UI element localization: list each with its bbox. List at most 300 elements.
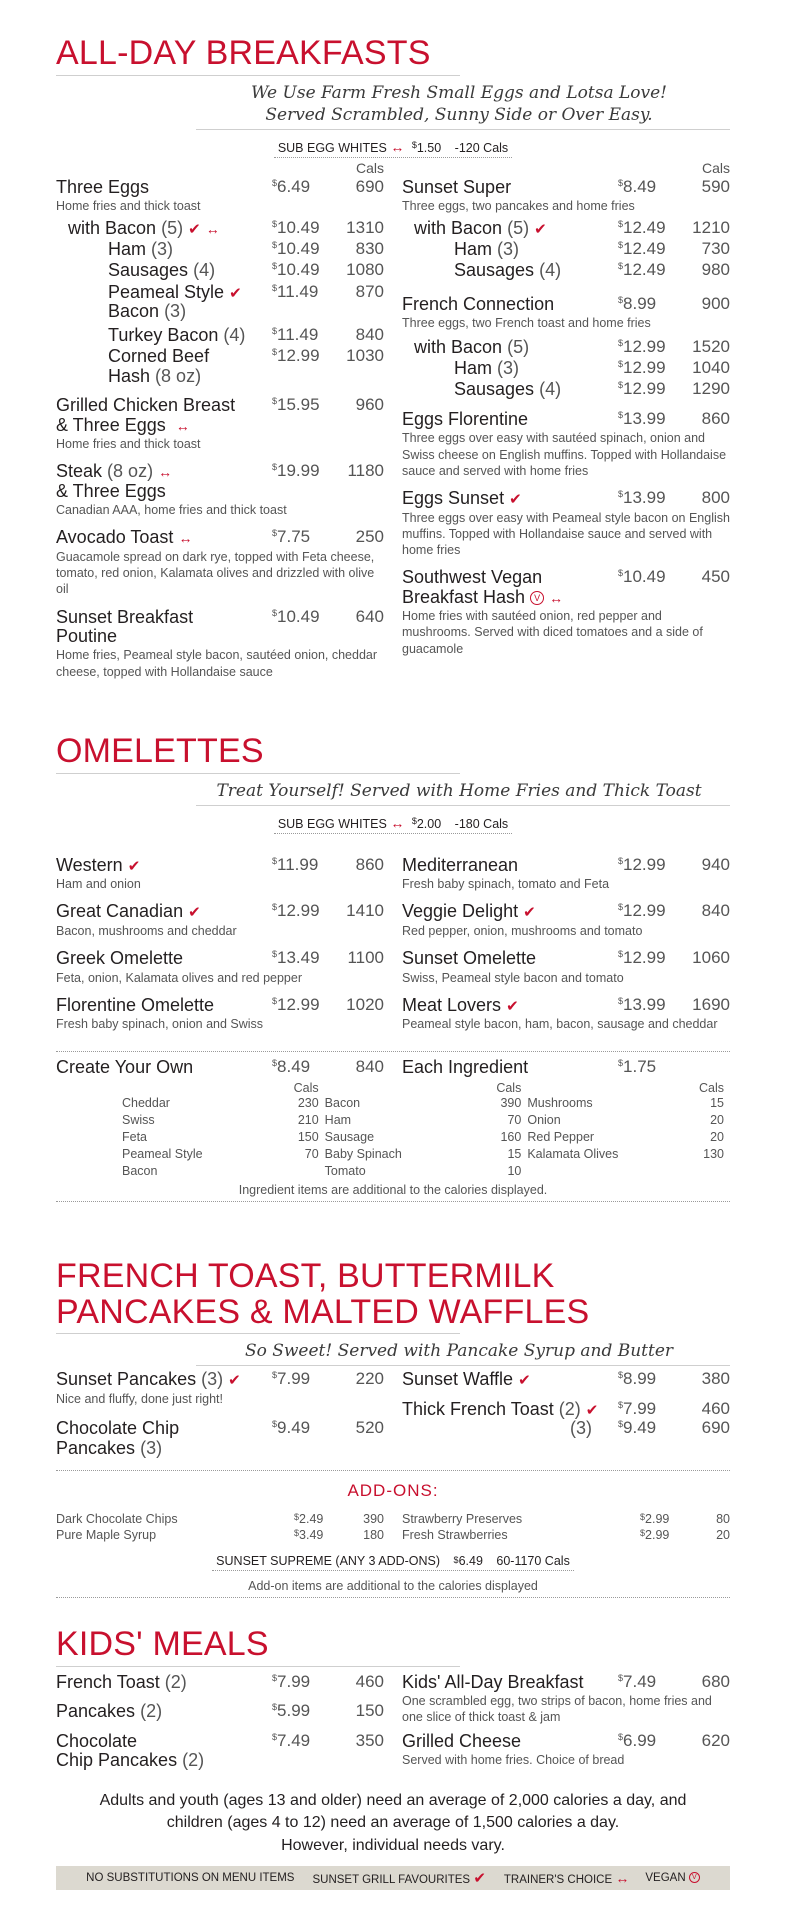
breakfasts-left-column	[56, 160, 384, 686]
item-cal: 860	[355, 854, 384, 874]
tagline-rule	[196, 1365, 730, 1366]
ingredient-cal: 70	[507, 1112, 522, 1127]
ingredient-name: Peameal Style	[122, 1146, 203, 1161]
vegan-v-icon: V	[530, 591, 544, 605]
item-cal: 380	[701, 1369, 730, 1389]
menu-item: Eggs Florentine $13.99 860 Three eggs over easy with sautéed spinach, onion and Swiss cheese on English muffins. Topped with Hollandaise sauce and served with home fries	[402, 408, 730, 478]
item-price: 12.49	[623, 217, 666, 237]
title-rule	[56, 773, 460, 774]
item-cal: 1210	[692, 217, 730, 237]
legend-no-substitutions: NO SUBSTITUTIONS ON MENU ITEMS	[86, 1872, 295, 1884]
list-item	[122, 1095, 325, 1112]
item-name: Peameal Style	[108, 281, 225, 302]
heart-checkmark-icon: ✔	[585, 1401, 599, 1419]
item-cal: 900	[701, 293, 730, 313]
footer-line-2: children (ages 4 to 12) need an average of 1,500 calories a day.	[166, 1814, 620, 1832]
tagline-rule	[196, 129, 730, 130]
item-name: Thick French Toast	[402, 1398, 554, 1419]
addon-name: Dark Chocolate Chips	[56, 1512, 178, 1527]
item-name: Kids' All-Day Breakfast	[402, 1671, 584, 1692]
item-name: Sausages	[108, 260, 189, 281]
item-price: 10.49	[277, 239, 320, 258]
ingredient-cal: 20	[710, 1129, 725, 1144]
addons-right-column	[402, 1511, 730, 1544]
item-cal: 450	[701, 567, 730, 587]
item-cal: 1180	[347, 461, 384, 481]
item-price: 5.99	[277, 1701, 311, 1721]
list-item	[122, 1163, 325, 1180]
item-price: 11.49	[277, 324, 319, 344]
section-title-french-toast-1: FRENCH TOAST, BUTTERMILK	[56, 1257, 555, 1295]
menu-item: Sausages (4) $12.49 980	[454, 260, 730, 281]
list-item	[122, 1112, 325, 1129]
kids-right-column	[402, 1673, 730, 1775]
menu-item: Sunset Pancakes (3) ✔ $7.99 220 Nice and fluffy, done just right!	[56, 1369, 384, 1406]
item-price: 8.99	[623, 1369, 657, 1389]
item-name: French Toast	[56, 1671, 160, 1692]
heart-checkmark-icon: ✔	[518, 1372, 531, 1390]
sub-egg-cal: -120 Cals	[454, 140, 509, 155]
menu-item: Pancakes (2) $5.99 150	[56, 1701, 384, 1722]
item-price: 8.99	[623, 293, 657, 313]
item-cal: 1080	[346, 260, 384, 280]
double-arrow-icon: ↔	[175, 417, 188, 434]
footer-line-1: Adults and youth (ages 13 and older) need an average of 2,000 calories a day, and	[99, 1792, 687, 1809]
item-price: 12.99	[623, 379, 666, 399]
list-item	[527, 1146, 730, 1163]
ingredient-name: Onion	[527, 1112, 561, 1127]
item-qty: (3)	[201, 1369, 224, 1390]
item-cal: 640	[355, 606, 384, 626]
item-price: 12.99	[277, 346, 320, 366]
heart-checkmark-icon: ✔	[473, 1870, 486, 1887]
menu-item: Meat Lovers ✔ $13.99 1690 Peameal style bacon, ham, bacon, sausage and cheddar	[402, 994, 730, 1032]
menu-item: Greek Omelette $13.49 1100 Feta, onion, Kalamata olives and red pepper	[56, 948, 384, 985]
item-qty: (5)	[507, 217, 530, 238]
kids-section	[56, 1627, 730, 1774]
heart-checkmark-icon: ✔	[523, 904, 536, 922]
ingredient-cal: 390	[500, 1095, 522, 1110]
item-cal: 940	[701, 854, 730, 874]
item-cal: 840	[701, 901, 730, 921]
dotted-rule	[56, 1597, 730, 1598]
item-cal: 830	[355, 239, 384, 258]
item-desc: Bacon, mushrooms and cheddar	[56, 923, 237, 938]
ingredient-name: Ham	[324, 1112, 352, 1127]
addon-cal: 20	[716, 1528, 730, 1543]
item-name: Western	[56, 854, 123, 875]
menu-item: Sausages (4) $10.49 1080	[108, 260, 384, 281]
item-desc: Ham and onion	[56, 877, 141, 892]
ingredient-note: Ingredient items are additional to the calories displayed.	[238, 1182, 548, 1197]
double-arrow-icon: ↔	[390, 814, 403, 831]
item-price: 7.75	[277, 527, 311, 547]
list-item	[325, 1146, 528, 1163]
dotted-rule	[56, 1201, 730, 1202]
item-desc: Fresh baby spinach, onion and Swiss	[56, 1017, 264, 1032]
section-title-breakfasts: ALL-DAY BREAKFASTS	[56, 34, 431, 72]
ingredient-cal: 160	[500, 1129, 522, 1144]
item-name: Meat Lovers	[402, 994, 502, 1015]
menu-item: French Connection $8.99 900 Three eggs, two French toast and home fries	[402, 293, 730, 331]
item-price: 7.49	[623, 1671, 657, 1691]
breakfasts-section	[56, 36, 730, 686]
item-price: 7.99	[623, 1398, 657, 1418]
dotted-rule	[56, 1051, 730, 1052]
ingredient-cal: 210	[297, 1112, 319, 1127]
ingredient-cal: 150	[297, 1129, 319, 1144]
item-price: 10.49	[623, 567, 666, 587]
ingredient-cal: 230	[297, 1095, 319, 1110]
menu-item: Steak (8 oz) ↔ & Three Eggs $19.99 1180 Canadian AAA, home fries and thick toast	[56, 461, 384, 518]
addon-note: Add-on items are additional to the calories displayed	[248, 1578, 538, 1593]
addon-name: Pure Maple Syrup	[56, 1528, 157, 1543]
menu-item: Sunset Breakfast Poutine $10.49 640 Home fries, Peameal style bacon, sautéed onion, cheddar cheese, topped with Hollandaise sauce	[56, 606, 384, 679]
item-name: Sunset Omelette	[402, 948, 537, 969]
menu-item: Veggie Delight ✔ $12.99 840 Red pepper, onion, mushrooms and tomato	[402, 901, 730, 938]
item-price: 8.49	[277, 1056, 311, 1076]
list-item	[527, 1095, 730, 1112]
item-cal: 870	[355, 281, 384, 301]
item-qty: (8 oz)	[155, 365, 202, 386]
item-desc: Feta, onion, Kalamata olives and red pepper	[56, 970, 302, 985]
menu-item: Chocolate Chip Pancakes (3) $9.49 520	[56, 1418, 384, 1458]
title-rule	[56, 1666, 460, 1667]
item-qty: (8 oz)	[107, 461, 154, 482]
item-cal: 150	[355, 1701, 384, 1721]
supreme-label: SUNSET SUPREME (ANY 3 ADD-ONS)	[216, 1553, 441, 1568]
ingredient-name: Mushrooms	[527, 1095, 593, 1110]
addon-name: Fresh Strawberries	[402, 1528, 508, 1543]
breakfasts-tagline-2: Served Scrambled, Sunny Side or Over Easy.	[265, 104, 653, 125]
item-name: Chocolate Chip	[56, 1418, 180, 1439]
item-cal: 590	[701, 176, 730, 196]
heart-checkmark-icon: ✔	[509, 491, 522, 509]
kids-left-column	[56, 1673, 384, 1775]
item-cal: 800	[701, 488, 730, 508]
menu-item: Sausages (4) $12.99 1290	[454, 379, 730, 400]
list-item	[325, 1129, 528, 1146]
item-name: Sunset Super	[402, 176, 512, 197]
item-name: Create Your Own	[56, 1056, 194, 1077]
item-name: Ham	[454, 358, 493, 378]
item-name: Sausages	[454, 260, 535, 281]
item-cal: 840	[355, 324, 384, 344]
omelettes-left-column	[56, 856, 384, 1039]
item-cal: 1310	[346, 217, 384, 237]
item-qty: (2)	[558, 1398, 581, 1419]
item-name: Greek Omelette	[56, 948, 184, 969]
item-price: 8.49	[623, 176, 657, 196]
addon-price: 2.99	[645, 1528, 670, 1543]
item-name-line-2: Hash	[108, 365, 151, 386]
ingredient-name: Feta	[122, 1129, 148, 1144]
list-item: Pure Maple Syrup $3.49 180	[56, 1528, 384, 1543]
item-name: with Bacon	[414, 336, 503, 357]
item-qty: (3)	[497, 358, 520, 378]
item-cal: 1020	[346, 994, 384, 1014]
item-name: Pancakes	[56, 1701, 136, 1722]
item-name: Sausages	[454, 379, 535, 400]
omelettes-section	[56, 734, 730, 1202]
item-cal: 1030	[346, 346, 384, 366]
calorie-footer	[56, 1790, 730, 1857]
ingredient-name: Sausage	[324, 1129, 375, 1144]
french-toast-left-column	[56, 1370, 384, 1458]
item-price: 9.49	[623, 1418, 657, 1438]
item-name-line-2: Chip Pancakes	[56, 1750, 178, 1770]
list-item	[325, 1163, 528, 1180]
tagline-rule	[196, 805, 730, 806]
item-desc: Guacamole spread on dark rye, topped with Feta cheese, tomato, red onion, Kalamata olives and drizzled with olive oil	[56, 549, 375, 597]
title-rule	[56, 1333, 460, 1334]
item-cal: 1520	[692, 336, 730, 356]
heart-checkmark-icon: ✔	[506, 997, 519, 1015]
item-price: 10.49	[277, 606, 320, 626]
double-arrow-icon: ↔	[158, 464, 171, 481]
item-desc: Served with home fries. Choice of bread	[402, 1753, 625, 1768]
breakfasts-tagline-1: We Use Farm Fresh Small Eggs and Lotsa Love!	[250, 82, 668, 103]
menu-item: Grilled Cheese $6.99 620 Served with home fries. Choice of bread	[402, 1730, 730, 1768]
item-price: 12.99	[623, 901, 666, 921]
item-price: 10.49	[277, 217, 320, 237]
item-cal: 690	[355, 176, 384, 196]
item-qty: (3)	[570, 1418, 592, 1439]
heart-checkmark-icon: ✔	[229, 284, 242, 302]
ingredient-column	[325, 1081, 528, 1180]
item-name: Ham	[108, 239, 147, 259]
item-qty: (2)	[164, 1671, 187, 1692]
item-name: French Connection	[402, 293, 555, 314]
item-price: 13.49	[277, 948, 320, 968]
section-title-french-toast-2: PANCAKES & MALTED WAFFLES	[56, 1292, 590, 1331]
item-name: Avocado Toast	[56, 527, 174, 548]
menu-item: (3) $9.49 690	[570, 1418, 730, 1439]
item-cal: 250	[355, 527, 384, 547]
item-cal: 1690	[692, 994, 730, 1014]
item-name: Mediterranean	[402, 854, 519, 875]
ingredient-name: Bacon	[324, 1095, 361, 1110]
list-item: Strawberry Preserves $2.99 80	[402, 1512, 730, 1527]
item-name: Grilled Chicken Breast	[56, 395, 236, 416]
item-name: with Bacon	[414, 217, 503, 238]
menu-item: Florentine Omelette $12.99 1020 Fresh baby spinach, onion and Swiss	[56, 994, 384, 1032]
item-price: 6.49	[277, 176, 311, 196]
item-price: 12.99	[277, 994, 320, 1014]
menu-item: Western ✔ $11.99 860 Ham and onion	[56, 854, 384, 892]
item-qty: (2)	[140, 1701, 163, 1722]
item-price: 12.99	[277, 901, 320, 921]
item-qty: (2)	[182, 1750, 205, 1770]
cals-header: Cals	[699, 1080, 725, 1095]
item-name: Turkey Bacon	[108, 324, 219, 345]
list-item	[527, 1129, 730, 1146]
menu-item: French Toast (2) $7.99 460	[56, 1671, 384, 1692]
item-price: 12.99	[623, 358, 666, 377]
item-price: 7.49	[277, 1730, 311, 1750]
double-arrow-icon: ↔	[178, 530, 191, 547]
list-item	[122, 1146, 325, 1163]
item-name: Grilled Cheese	[402, 1730, 522, 1751]
item-price: 15.95	[277, 395, 320, 415]
item-cal: 1040	[692, 358, 730, 377]
menu-item: with Bacon (5) $12.99 1520	[414, 336, 730, 357]
ingredient-cal: 20	[710, 1112, 725, 1127]
double-arrow-icon: ↔	[390, 138, 403, 155]
list-item	[122, 1129, 325, 1146]
item-qty: (4)	[539, 379, 562, 400]
ingredient-name: Red Pepper	[527, 1129, 595, 1144]
item-qty: (3)	[497, 239, 520, 259]
ingredient-cal: 70	[304, 1146, 319, 1161]
item-name: Eggs Florentine	[402, 408, 529, 429]
menu-item: Three Eggs $6.49 690 Home fries and thick toast	[56, 176, 384, 214]
item-cal: 1290	[692, 379, 730, 399]
ingredient-name: Tomato	[324, 1163, 366, 1178]
item-qty: (3)	[151, 239, 174, 259]
addon-price: 2.99	[645, 1512, 670, 1527]
menu-item: Great Canadian ✔ $12.99 1410 Bacon, mushrooms and cheddar	[56, 901, 384, 938]
addons-left-column	[56, 1511, 384, 1544]
list-item	[325, 1095, 528, 1112]
item-qty: (3)	[164, 301, 187, 322]
item-name: Each Ingredient	[402, 1056, 529, 1077]
item-qty: (4)	[539, 260, 562, 281]
item-price: 11.49	[277, 281, 319, 301]
supreme-price: 6.49	[458, 1553, 483, 1568]
ingredient-cal: 130	[703, 1146, 725, 1161]
menu-item: Mediterranean $12.99 940 Fresh baby spinach, tomato and Feta	[402, 854, 730, 892]
item-cal: 1060	[692, 948, 730, 968]
menu-item: Ham (3) $12.49 730	[454, 239, 730, 259]
heart-checkmark-icon: ✔	[534, 220, 547, 238]
item-price: 12.49	[623, 260, 666, 280]
item-name-line-2: Pancakes	[56, 1437, 136, 1458]
item-name: Great Canadian	[56, 901, 184, 922]
item-price: 12.99	[623, 854, 666, 874]
addon-price: 2.49	[299, 1512, 324, 1527]
item-cal: 690	[701, 1418, 730, 1438]
item-desc: Home fries, Peameal style bacon, sautéed onion, cheddar cheese, topped with Hollandaise sauce	[56, 648, 378, 679]
item-name-line-2: & Three Eggs	[56, 414, 166, 435]
item-price: 13.99	[623, 408, 666, 428]
item-name-line-2: Bacon	[108, 301, 160, 322]
item-cal: 680	[701, 1671, 730, 1691]
item-desc: Red pepper, onion, mushrooms and tomato	[402, 923, 643, 938]
item-cal: 1100	[347, 948, 384, 968]
item-price: 6.99	[623, 1730, 657, 1750]
item-name: Sunset Pancakes	[56, 1369, 197, 1390]
dotted-rule	[56, 1470, 730, 1471]
item-cal: 620	[701, 1730, 730, 1750]
addon-cal: 80	[716, 1512, 730, 1527]
ingredient-cal: 15	[507, 1146, 522, 1161]
each-ingredient-item: Each Ingredient $1.75	[402, 1056, 657, 1077]
section-title-kids: KIDS' MEALS	[56, 1625, 269, 1663]
cals-header: Cals	[496, 1080, 522, 1095]
addon-cal: 390	[363, 1512, 384, 1527]
ingredient-cal: 15	[710, 1095, 725, 1110]
sub-egg-label: SUB EGG WHITES	[277, 816, 387, 831]
item-name: Chocolate	[56, 1730, 138, 1751]
menu-item: Turkey Bacon (4) $11.49 840	[108, 324, 384, 345]
sub-egg-price: 1.50	[416, 140, 442, 155]
item-name: Ham	[454, 239, 493, 259]
sub-egg-whites-omelette: SUB EGG WHITES ↔ $2.00 -180 Cals	[56, 815, 730, 834]
item-name: Veggie Delight	[402, 901, 519, 922]
menu-item: with Bacon (5) ✔ ↔ $10.49 1310	[68, 217, 384, 238]
addon-cal: 180	[363, 1528, 384, 1543]
legend-trainers-choice	[504, 1870, 627, 1886]
list-item	[325, 1112, 528, 1129]
cals-header: Cals	[355, 159, 384, 176]
cals-header: Cals	[701, 159, 730, 176]
item-cal: 860	[701, 408, 730, 428]
item-price: 13.99	[623, 488, 666, 508]
item-name-line-2: & Three Eggs	[56, 480, 166, 501]
item-cal: 520	[355, 1418, 384, 1438]
ingredient-name: Swiss	[122, 1112, 155, 1127]
item-qty: (4)	[193, 260, 216, 281]
ingredient-cal: 10	[507, 1163, 522, 1178]
legend-label: TRAINER'S CHOICE	[503, 1874, 613, 1886]
menu-item: Avocado Toast ↔ $7.75 250 Guacamole spread on dark rye, topped with Feta cheese, tomato, red onion, Kalamata olives and drizzled with olive oil	[56, 527, 384, 597]
ingredient-name: Baby Spinach	[324, 1146, 402, 1161]
item-price: 10.49	[277, 260, 320, 280]
item-price: 12.99	[623, 336, 666, 356]
item-name: Corned Beef	[108, 346, 210, 367]
list-item	[527, 1112, 730, 1129]
menu-item: Grilled Chicken Breast & Three Eggs ↔ $15.95 960 Home fries and thick toast	[56, 395, 384, 451]
item-cal: 980	[701, 260, 730, 280]
item-name: Southwest Vegan	[402, 567, 543, 588]
supreme-cal: 60-1170 Cals	[496, 1553, 570, 1568]
addon-price: 3.49	[299, 1528, 324, 1543]
item-desc: Three eggs over easy with Peameal style bacon on English muffins. Topped with Hollandaise sauce and served with home fries	[402, 510, 730, 557]
double-arrow-icon: ↔	[615, 1870, 628, 1886]
addon-name: Strawberry Preserves	[402, 1512, 523, 1527]
legend-label: SUNSET GRILL FAVOURITES	[312, 1874, 471, 1886]
list-item: Dark Chocolate Chips $2.49 390	[56, 1512, 384, 1527]
breakfasts-right-column	[402, 160, 730, 686]
section-title-omelettes: OMELETTES	[56, 732, 264, 770]
legend-vegan	[645, 1872, 699, 1884]
ingredient-name: Cheddar	[122, 1095, 170, 1110]
menu-item: Eggs Sunset ✔ $13.99 800 Three eggs over easy with Peameal style bacon on English muffins. Topped with Hollandaise sauce and served with home fries	[402, 488, 730, 557]
french-toast-right-column	[402, 1370, 730, 1458]
item-desc: Three eggs, two pancakes and home fries	[402, 199, 635, 214]
legend-bar	[56, 1866, 730, 1890]
item-cal: 460	[701, 1398, 730, 1418]
item-price: 7.99	[277, 1671, 311, 1691]
item-name: Sunset Waffle	[402, 1369, 514, 1390]
menu-item: Sunset Omelette $12.99 1060 Swiss, Peameal style bacon and tomato	[402, 948, 730, 985]
item-cal: 220	[355, 1369, 384, 1389]
item-qty: (4)	[223, 324, 246, 345]
item-name: Steak	[56, 461, 103, 482]
sub-egg-price: 2.00	[416, 816, 442, 831]
addons-title: ADD-ONS:	[347, 1481, 439, 1501]
item-price: 1.75	[623, 1056, 657, 1076]
heart-checkmark-icon: ✔	[188, 904, 201, 922]
item-price: 9.49	[277, 1418, 311, 1438]
title-rule	[56, 75, 460, 76]
item-price: 12.99	[623, 948, 666, 968]
item-name: with Bacon	[68, 217, 157, 238]
create-your-own-item: Create Your Own $8.49 840	[56, 1056, 384, 1077]
item-name: Sunset Breakfast	[56, 606, 194, 627]
legend-favourites	[312, 1869, 485, 1887]
